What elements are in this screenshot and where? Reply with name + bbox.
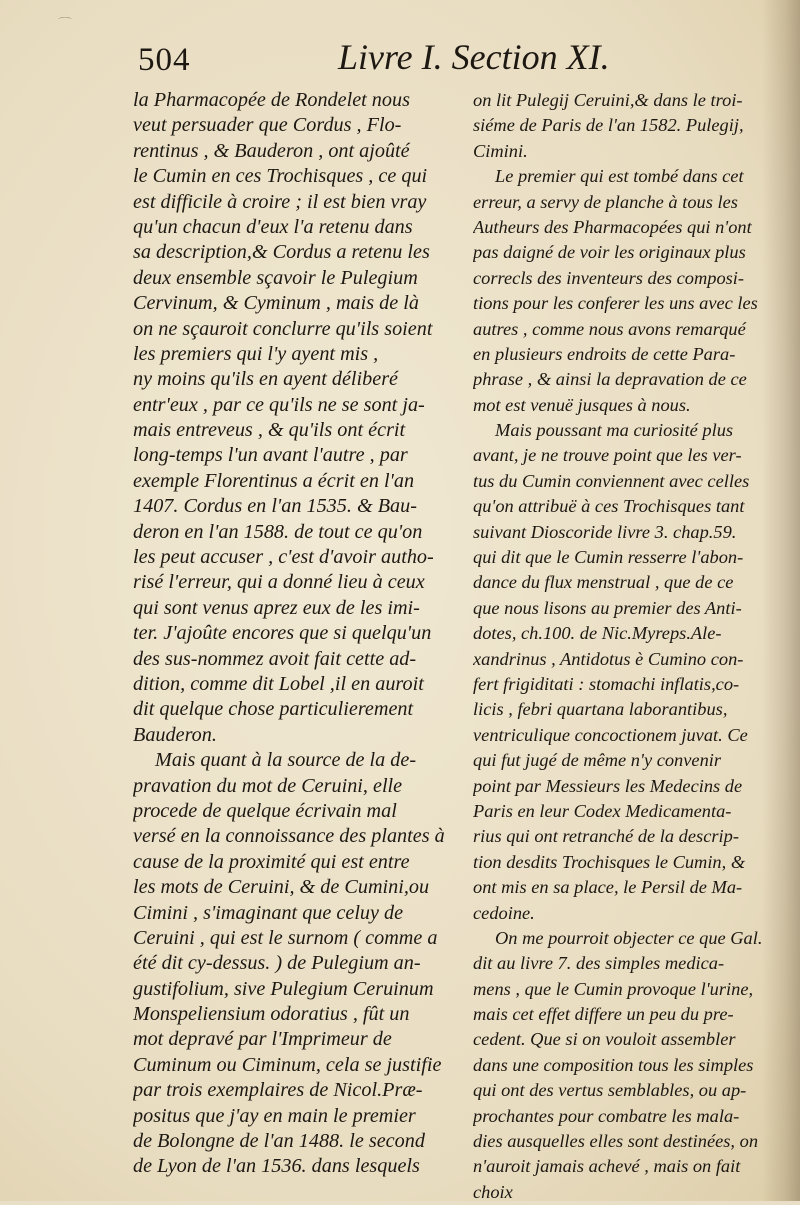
text-line: ny moins qu'ils en ayent déliberé bbox=[133, 368, 399, 391]
text-line: les premiers qui l'y ayent mis , bbox=[133, 342, 379, 365]
text-line: qui fut jugé de même n'y convenir bbox=[473, 750, 722, 771]
text-line: rentinus , & Bauderon , ont ajoûté bbox=[133, 139, 410, 162]
text-line: dies ausquelles elles sont destinées, on bbox=[473, 1131, 759, 1152]
text-line: dotes, ch.100. de Nic.Myreps.Ale- bbox=[473, 623, 722, 644]
text-line: des sus-nommez avoit fait cette ad- bbox=[133, 647, 417, 670]
text-line: correcls des inventeurs des composi- bbox=[473, 267, 745, 288]
text-line: mot depravé par l'Imprimeur de bbox=[133, 1028, 392, 1051]
text-line: point par Messieurs les Medecins de bbox=[473, 775, 743, 796]
text-line: Le premier qui est tombé dans cet bbox=[495, 166, 744, 187]
text-line: les mots de Ceruini, & de Cumini,ou bbox=[133, 876, 430, 899]
text-line: exemple Florentinus a écrit en l'an bbox=[133, 469, 415, 492]
text-line: procede de quelque écrivain mal bbox=[133, 799, 397, 822]
text-line: versé en la connoissance des plantes à bbox=[133, 825, 445, 848]
text-line: autres , comme nous avons remarqué bbox=[473, 318, 746, 339]
text-line: suivant Dioscoride livre 3. chap.59. bbox=[473, 521, 737, 542]
text-line: licis , febri quartana laborantibus, bbox=[473, 699, 728, 720]
text-line: été dit cy-dessus. ) de Pulegium an- bbox=[133, 952, 421, 975]
text-line: Paris en leur Codex Medicamenta- bbox=[473, 800, 732, 821]
text-line: cedent. Que si on vouloit assembler bbox=[473, 1029, 736, 1050]
text-line: rius qui ont retranché de la descrip- bbox=[473, 826, 739, 847]
text-line: Cuminum ou Ciminum, cela se justifie bbox=[133, 1053, 442, 1076]
text-line: ont mis en sa place, le Persil de Ma- bbox=[473, 877, 743, 898]
text-line: Monspeliensium odoratius , fût un bbox=[133, 1003, 410, 1026]
text-line: qui dit que le Cumin resserre l'abon- bbox=[473, 547, 744, 568]
text-line: Autheurs des Pharmacopées qui n'ont bbox=[473, 216, 752, 237]
text-line: siéme de Paris de l'an 1582. Pulegij, bbox=[473, 115, 744, 136]
text-line: tus du Cumin conviennent avec celles bbox=[473, 470, 750, 491]
text-line: positus que j'ay en main le premier bbox=[133, 1104, 416, 1127]
text-line: Cervinum, & Cyminum , mais de là bbox=[133, 292, 419, 315]
text-line: tions pour les conferer les uns avec les bbox=[473, 293, 758, 314]
page-header bbox=[138, 36, 658, 86]
text-line: Cimini , s'imaginant que celuy de bbox=[133, 901, 404, 924]
text-line: est difficile à croire ; il est bien vray bbox=[133, 190, 427, 213]
text-line: pas daigné de voir les originaux plus bbox=[473, 242, 746, 263]
text-line: choix bbox=[473, 1181, 513, 1202]
text-line: que nous lisons au premier des Anti- bbox=[473, 597, 742, 618]
text-line: mais cet effet differe un peu du pre- bbox=[473, 1004, 734, 1025]
text-line: qu'un chacun d'eux l'a retenu dans bbox=[133, 215, 413, 238]
text-line: Mais quant à la source de la de- bbox=[155, 749, 417, 772]
text-line: Cimini. bbox=[473, 140, 528, 161]
text-line: long-temps l'un avant l'autre , par bbox=[133, 444, 408, 467]
text-line: on lit Pulegij Ceruini,& dans le troi- bbox=[473, 90, 743, 110]
left-column bbox=[133, 88, 451, 1180]
text-line: Bauderon. bbox=[133, 723, 217, 746]
text-line: mot est venuë jusques à nous. bbox=[473, 394, 691, 415]
text-line: xandrinus , Antidotus è Cumino con- bbox=[473, 648, 744, 669]
text-line: veut persuader que Cordus , Flo- bbox=[133, 114, 402, 137]
text-line: on ne sçauroit conclurre qu'ils soient bbox=[133, 317, 433, 340]
text-line: mais entreveus , & qu'ils ont écrit bbox=[133, 419, 406, 442]
text-line: qui sont venus aprez eux de les imi- bbox=[133, 596, 420, 619]
text-line: les peut accuser , c'est d'avoir autho- bbox=[133, 546, 434, 569]
text-line: qui ont des vertus semblables, ou ap- bbox=[473, 1080, 747, 1101]
running-title: Livre I. Section XI. bbox=[338, 37, 610, 77]
text-line: n'auroit jamais achevé , mais on fait bbox=[473, 1156, 741, 1177]
right-column bbox=[473, 88, 771, 1205]
text-line: dit au livre 7. des simples medica- bbox=[473, 953, 725, 974]
text-line: deron en l'an 1588. de tout ce qu'on bbox=[133, 520, 423, 543]
text-line: cause de la proximité qui est entre bbox=[133, 850, 410, 873]
text-line: le Cumin en ces Trochisques , ce qui bbox=[133, 165, 428, 188]
text-line: dit quelque chose particulierement bbox=[133, 698, 414, 721]
text-line: sa description,& Cordus a retenu les bbox=[133, 241, 430, 264]
text-line: entr'eux , par ce qu'ils ne se sont ja- bbox=[133, 393, 425, 416]
text-line: 1407. Cordus en l'an 1535. & Bau- bbox=[133, 495, 417, 518]
text-line: Ceruini , qui est le surnom ( comme a bbox=[133, 926, 438, 949]
text-line: On me pourroit objecter ce que Gal. bbox=[495, 927, 763, 948]
text-line: phrase , & ainsi la depravation de ce bbox=[473, 369, 747, 390]
text-line: mens , que le Cumin provoque l'urine, bbox=[473, 978, 754, 999]
text-line: deux ensemble sçavoir le Pulegium bbox=[133, 266, 418, 289]
text-line: gustifolium, sive Pulegium Ceruinum bbox=[133, 977, 434, 1000]
text-line: ventriculique concoctionem juvat. Ce bbox=[473, 724, 748, 745]
page-number: 504 bbox=[138, 42, 191, 78]
text-line: qu'on attribuë à ces Trochisques tant bbox=[473, 496, 745, 517]
text-line: la Pharmacopée de Rondelet nous bbox=[133, 89, 410, 111]
corner-ink-mark: ⌒ bbox=[58, 18, 72, 33]
text-line: par trois exemplaires de Nicol.Præ- bbox=[133, 1079, 423, 1102]
text-line: dition, comme dit Lobel ,il en auroit bbox=[133, 672, 424, 695]
text-line: avant, je ne trouve point que les ver- bbox=[473, 445, 742, 466]
text-line: de Lyon de l'an 1536. dans lesquels bbox=[133, 1155, 420, 1178]
text-line: tion desdits Trochisques le Cumin, & bbox=[473, 851, 746, 872]
text-line: erreur, a servy de planche à tous les bbox=[473, 191, 738, 212]
text-line: cedoine. bbox=[473, 902, 535, 923]
text-line: dance du flux menstrual , que de ce bbox=[473, 572, 734, 593]
text-line: risé l'erreur, qui a donné lieu à ceux bbox=[133, 571, 425, 594]
text-line: prochantes pour combatre les mala- bbox=[473, 1105, 740, 1126]
text-line: de Bolongne de l'an 1488. le second bbox=[133, 1130, 425, 1153]
text-line: Mais poussant ma curiosité plus bbox=[495, 420, 734, 441]
text-line: pravation du mot de Ceruini, elle bbox=[133, 774, 403, 797]
text-line: fert frigiditati : stomachi inflatis,co- bbox=[473, 673, 740, 694]
text-line: en plusieurs endroits de cette Para- bbox=[473, 343, 736, 364]
text-line: dans une composition tous les simples bbox=[473, 1054, 754, 1075]
text-line: ter. J'ajoûte encores que si quelqu'un bbox=[133, 622, 432, 645]
